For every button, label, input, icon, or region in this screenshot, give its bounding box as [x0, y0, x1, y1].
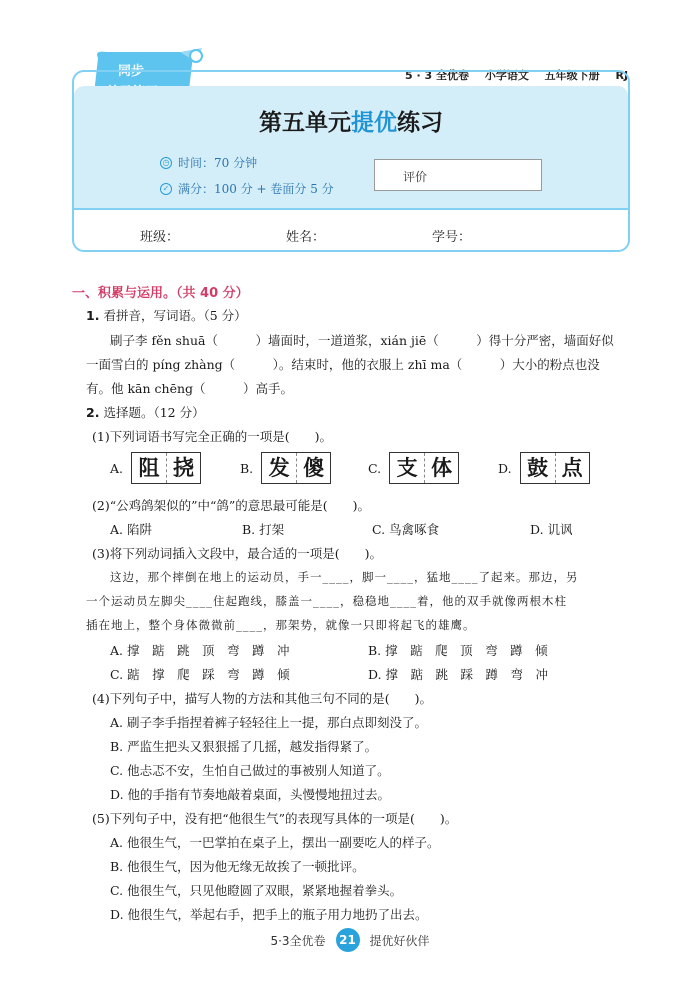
footer-slogan: 提优好伙伴: [369, 933, 430, 948]
page-footer: [0, 928, 700, 952]
q2-sub1-option-a[interactable]: A. 阻 挠: [110, 452, 201, 484]
check-icon: ✓: [160, 183, 172, 195]
q2-sub4-option-b[interactable]: B. 严监生把头又狠狠摇了几摇，越发指得紧了。: [110, 739, 378, 754]
page-title: 第五单元提优练习: [259, 110, 443, 136]
q2-sub5-prompt: (5)下列句子中，没有把“他很生气”的表现写具体的一项是( )。: [92, 811, 458, 826]
page-number: 21: [336, 928, 360, 952]
score-text: 满分：100 分 + 卷面分 5 分: [178, 182, 334, 196]
q2-sub5-option-c[interactable]: C. 他很生气，只见他瞪圆了双眼，紧紧地握着拳头。: [110, 883, 403, 898]
q1-line-1: 刷子李 fěn shuā（ ）墙面时，一道道浆，xián jiē（ ）得十分严密，墙面好似: [110, 333, 614, 348]
score-info: [160, 180, 334, 197]
footer-brand: 5·3全优卷: [270, 933, 326, 948]
q2-sub5-option-a[interactable]: A. 他很生气，一巴掌拍在桌子上，摆出一副要吃人的样子。: [110, 835, 440, 850]
passage-line-1: 这边，那个摔倒在地上的运动员，手一____，脚一____，猛地____了起来。那边，另: [110, 570, 579, 584]
q2-sub2-prompt: (2)“公鸡鸽架似的”中“鸽”的意思最可能是( )。: [92, 498, 371, 513]
passage-line-3: 插在地上，整个身体微微前____，那架势，就像一只即将起飞的雄鹰。: [86, 618, 476, 632]
q2-sub5-option-d[interactable]: D. 他很生气，举起右手，把手上的瓶子用力地扔了出去。: [110, 907, 428, 922]
q2-sub3-option-b[interactable]: B. 撑 踮 爬 顶 弯 蹲 倾: [368, 643, 548, 658]
q2-sub1-option-c[interactable]: C. 支 体: [368, 452, 459, 484]
time-info: [160, 154, 257, 171]
series-brand: 5 · 3 全优卷: [405, 69, 469, 82]
name-field[interactable]: 姓名：: [286, 230, 326, 245]
q2-sub2-option-a[interactable]: A. 陷阱: [110, 522, 152, 537]
q2-sub2-option-c[interactable]: C. 鸟禽啄食: [372, 522, 440, 537]
q2-sub5-option-b[interactable]: B. 他很生气，因为他无缘无故挨了一顿批评。: [110, 859, 365, 874]
evaluation-box[interactable]: [374, 159, 542, 191]
clock-icon: ◷: [160, 157, 172, 169]
q2-sub4-option-a[interactable]: A. 刷子李手指捏着裤子轻轻往上一提，那白点即刻没了。: [110, 715, 427, 730]
q1-line-3: 有。他 kān chēng（ ）高手。: [86, 381, 294, 396]
q2-sub1-option-b[interactable]: B. 发 傻: [240, 452, 331, 484]
section-title: 一、积累与运用。（共 40 分）: [72, 286, 249, 301]
q2-sub3-prompt: (3)将下列动词插入文段中，最合适的一项是( )。: [92, 546, 382, 561]
header-divider: [74, 208, 628, 210]
q2-sub4-option-c[interactable]: C. 他忐忑不安，生怕自己做过的事被别人知道了。: [110, 763, 390, 778]
q2-sub3-option-c[interactable]: C. 踮 撑 爬 踩 弯 蹲 倾: [110, 667, 290, 682]
series-grade: 五年级下册: [544, 69, 600, 82]
time-text: 时间：70 分钟: [178, 156, 258, 170]
series-subject: 小学语文: [484, 69, 529, 82]
passage-line-2: 一个运动员左脚尖____住起跑线，膝盖一____，稳稳地____着，他的双手就像两根木柱: [86, 594, 567, 608]
q2-sub1-option-d[interactable]: D. 鼓 点: [498, 452, 590, 484]
evaluation-label: 评价: [403, 170, 428, 184]
q2-sub4-option-d[interactable]: D. 他的手指有节奏地敲着桌面，头慢慢地扭过去。: [110, 787, 391, 802]
q2-sub3-option-a[interactable]: A. 撑 踮 跳 顶 弯 蹲 冲: [110, 643, 290, 658]
q2-sub2-option-d[interactable]: D. 讥讽: [530, 522, 573, 537]
q2-sub3-option-d[interactable]: D. 撑 踮 跳 踩 蹲 弯 冲: [368, 667, 549, 682]
q1-prompt: 1. 看拼音，写词语。（5 分）: [86, 308, 247, 323]
student-id-field[interactable]: 学号：: [432, 230, 472, 245]
q2-sub1-prompt: (1)下列词语书写完全正确的一项是( )。: [92, 429, 332, 444]
badge-line-1: 同步: [118, 64, 145, 79]
class-field[interactable]: 班级：: [140, 230, 180, 245]
q2-sub2-option-b[interactable]: B. 打架: [242, 522, 285, 537]
q2-prompt: 2. 选择题。（12 分）: [86, 405, 205, 420]
q1-line-2: 一面雪白的 píng zhàng（ ）。结束时，他的衣服上 zhī ma（ ）大小的粉点也没: [86, 357, 600, 372]
series-edition: RJ: [615, 69, 629, 82]
q2-sub4-prompt: (4)下列句子中，描写人物的方法和其他三句不同的是( )。: [92, 691, 432, 706]
